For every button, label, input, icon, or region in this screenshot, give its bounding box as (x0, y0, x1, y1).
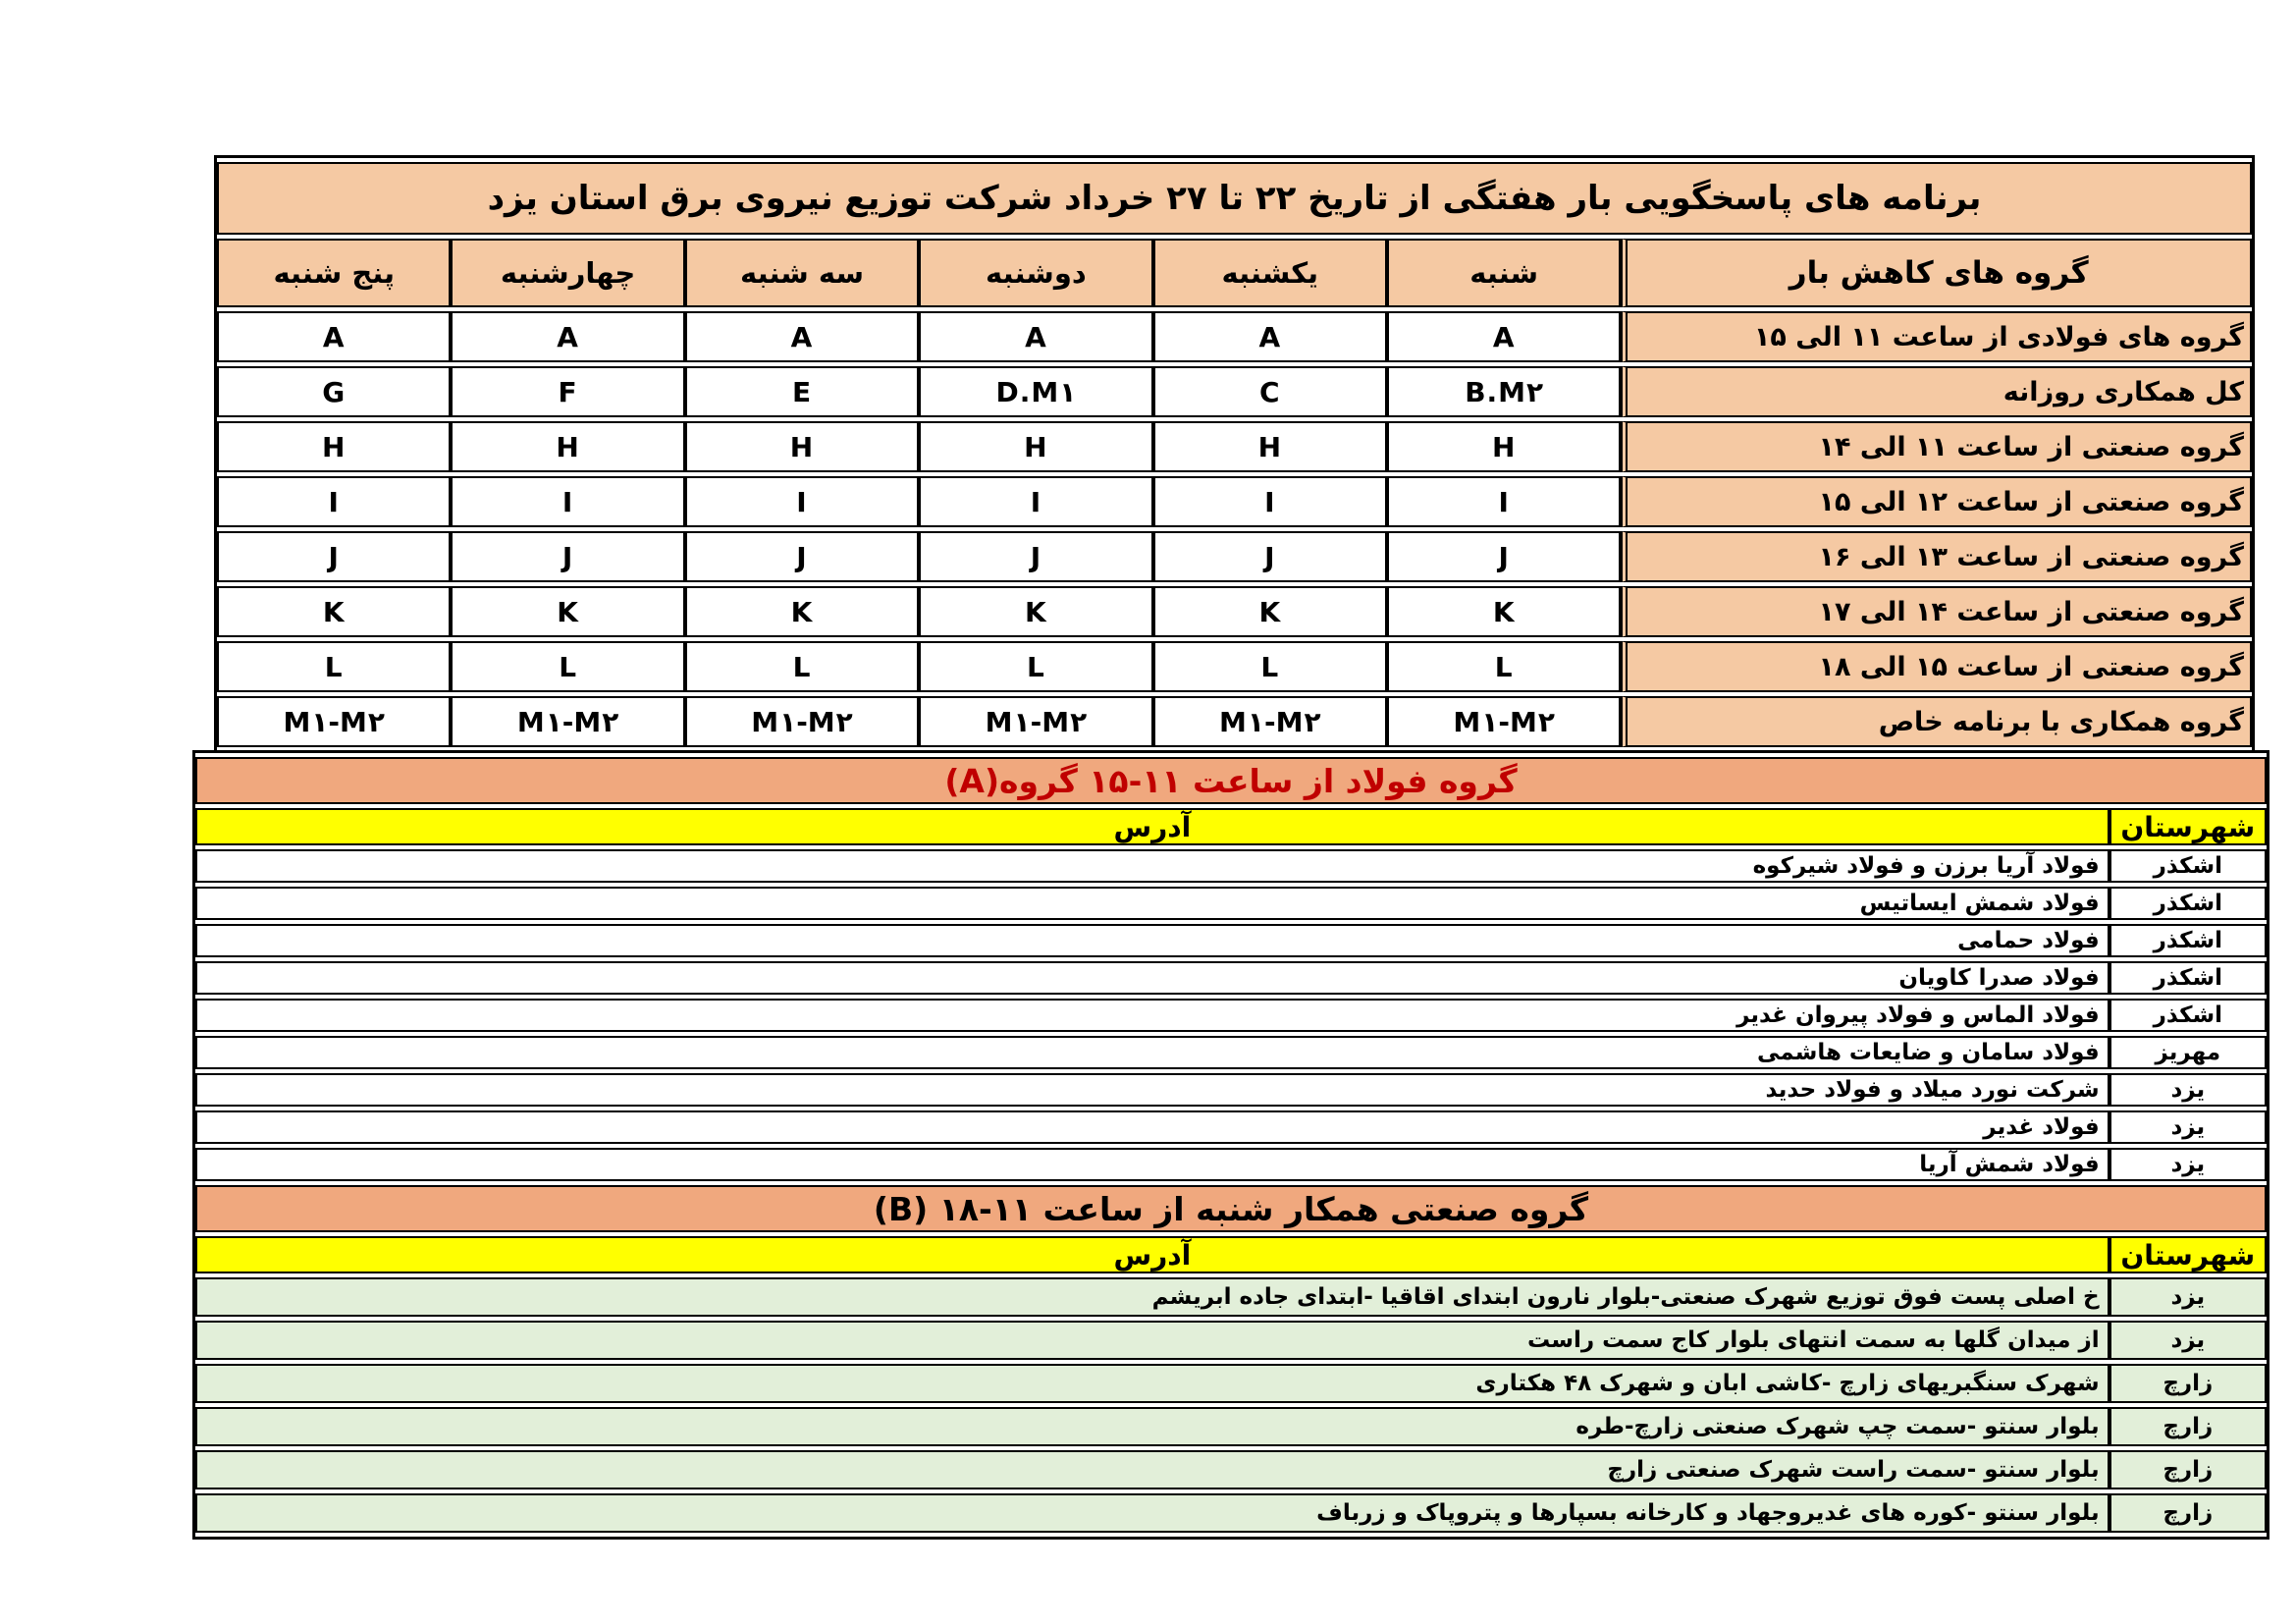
schedule-value: F (451, 366, 684, 417)
group-label: گروه صنعتی از ساعت ۱۵ الی ۱۸ (1621, 641, 2252, 692)
schedule-value: I (919, 476, 1152, 527)
schedule-value: L (919, 641, 1152, 692)
section-a-header-row (195, 757, 2267, 804)
schedule-value: B.M۲ (1387, 366, 1621, 417)
city-cell: یزد (2109, 1148, 2267, 1181)
address-cell: خ اصلی پست فوق توزیع شهرک صنعتی-بلوار نارون ابتدای اقاقیا -ابتدای جاده ابریشم (195, 1277, 2109, 1317)
schedule-value: I (451, 476, 684, 527)
address-row (195, 1364, 2267, 1403)
schedule-value: A (1153, 311, 1387, 362)
address-cell: از میدان گلها به سمت انتهای بلوار کاج سمت راست (195, 1321, 2109, 1360)
schedule-value: M۱-M۲ (451, 696, 684, 747)
report-title: برنامه های پاسخگویی بار هفتگی از تاریخ ۲۲ تا ۲۷ خرداد شرکت توزیع نیروی برق استان یزد (217, 162, 2252, 235)
schedule-value: I (217, 476, 451, 527)
address-row (195, 999, 2267, 1032)
city-cell: زارچ (2109, 1450, 2267, 1489)
schedule-value: L (217, 641, 451, 692)
schedule-value: M۱-M۲ (919, 696, 1152, 747)
group-row-industrial-14-17 (217, 586, 2252, 637)
schedule-value: H (1153, 421, 1387, 472)
day-header-monday: دوشنبه (919, 239, 1152, 307)
day-header-wednesday: چهارشنبه (451, 239, 684, 307)
group-label: گروه های فولادی از ساعت ۱۱ الی ۱۵ (1621, 311, 2252, 362)
city-cell: یزد (2109, 1110, 2267, 1144)
city-cell: اشکذر (2109, 849, 2267, 883)
group-label: گروه صنعتی از ساعت ۱۴ الی ۱۷ (1621, 586, 2252, 637)
address-cell: بلوار سنتو -سمت چپ شهرک صنعتی زارچ-طره (195, 1407, 2109, 1446)
group-label: کل همکاری روزانه (1621, 366, 2252, 417)
city-cell: یزد (2109, 1073, 2267, 1107)
section-b-column-header-row (195, 1236, 2267, 1273)
schedule-value: M۱-M۲ (1153, 696, 1387, 747)
schedule-value: I (1387, 476, 1621, 527)
city-column-header: شهرستان (2109, 1236, 2267, 1273)
group-address-table (192, 750, 2269, 1540)
schedule-value: H (919, 421, 1152, 472)
group-row-steel (217, 311, 2252, 362)
group-row-industrial-12-15 (217, 476, 2252, 527)
city-cell: اشکذر (2109, 999, 2267, 1032)
schedule-value: L (451, 641, 684, 692)
address-cell: فولاد سامان و ضایعات هاشمی (195, 1036, 2109, 1069)
address-row (195, 1277, 2267, 1317)
schedule-value: J (1387, 531, 1621, 582)
group-row-special-program (217, 696, 2252, 747)
schedule-value: A (217, 311, 451, 362)
group-row-industrial-11-14 (217, 421, 2252, 472)
group-label: گروه صنعتی از ساعت ۱۱ الی ۱۴ (1621, 421, 2252, 472)
schedule-value: J (685, 531, 919, 582)
schedule-value: I (685, 476, 919, 527)
group-label: گروه صنعتی از ساعت ۱۳ الی ۱۶ (1621, 531, 2252, 582)
city-cell: اشکذر (2109, 887, 2267, 920)
section-b-header-row (195, 1185, 2267, 1232)
address-row (195, 924, 2267, 957)
schedule-value: K (217, 586, 451, 637)
address-cell: شهرک سنگبریهای زارچ -کاشی ابان و شهرک ۴۸ هکتاری (195, 1364, 2109, 1403)
schedule-value: A (1387, 311, 1621, 362)
day-header-sunday: یکشنبه (1153, 239, 1387, 307)
day-header-saturday: شنبه (1387, 239, 1621, 307)
schedule-value: M۱-M۲ (1387, 696, 1621, 747)
schedule-value: D.M۱ (919, 366, 1152, 417)
section-a-column-header-row (195, 808, 2267, 845)
address-cell: بلوار سنتو -کوره های غدیروجهاد و کارخانه بسپارها و پتروپاک و زرباف (195, 1493, 2109, 1533)
address-row (195, 1450, 2267, 1489)
schedule-value: A (919, 311, 1152, 362)
group-label: گروه همکاری با برنامه خاص (1621, 696, 2252, 747)
group-label: گروه صنعتی از ساعت ۱۲ الی ۱۵ (1621, 476, 2252, 527)
address-cell: فولاد شمش ایساتیس (195, 887, 2109, 920)
city-column-header: شهرستان (2109, 808, 2267, 845)
address-column-header: آدرس (195, 1236, 2109, 1273)
city-cell: زارچ (2109, 1364, 2267, 1403)
address-row (195, 1073, 2267, 1107)
address-cell: فولاد شمش آریا (195, 1148, 2109, 1181)
address-cell: فولاد صدرا کاویان (195, 961, 2109, 995)
address-row (195, 1407, 2267, 1446)
address-cell: فولاد حمامی (195, 924, 2109, 957)
address-row (195, 1321, 2267, 1360)
section-a-title: گروه فولاد از ساعت ۱۱-۱۵ گروه(A) (195, 757, 2267, 804)
address-row (195, 961, 2267, 995)
city-cell: مهریز (2109, 1036, 2267, 1069)
group-row-industrial-15-18 (217, 641, 2252, 692)
schedule-value: I (1153, 476, 1387, 527)
day-header-thursday: پنج شنبه (217, 239, 451, 307)
schedule-value: L (1153, 641, 1387, 692)
address-cell: شرکت نورد میلاد و فولاد حدید (195, 1073, 2109, 1107)
schedule-value: H (451, 421, 684, 472)
schedule-value: C (1153, 366, 1387, 417)
address-row (195, 887, 2267, 920)
schedule-value: M۱-M۲ (217, 696, 451, 747)
schedule-value: H (685, 421, 919, 472)
group-row-daily-cooperation (217, 366, 2252, 417)
table-header-row (217, 239, 2252, 307)
address-row (195, 1148, 2267, 1181)
address-cell: بلوار سنتو -سمت راست شهرک صنعتی زارچ (195, 1450, 2109, 1489)
address-column-header: آدرس (195, 808, 2109, 845)
schedule-value: J (919, 531, 1152, 582)
schedule-value: L (1387, 641, 1621, 692)
address-row (195, 1036, 2267, 1069)
address-cell: فولاد الماس و فولاد پیروان غدیر (195, 999, 2109, 1032)
schedule-value: K (451, 586, 684, 637)
schedule-value: K (685, 586, 919, 637)
schedule-value: K (1387, 586, 1621, 637)
schedule-value: J (1153, 531, 1387, 582)
address-row (195, 849, 2267, 883)
address-row (195, 1110, 2267, 1144)
schedule-value: L (685, 641, 919, 692)
city-cell: اشکذر (2109, 961, 2267, 995)
table-title-row (217, 162, 2252, 235)
city-cell: زارچ (2109, 1407, 2267, 1446)
schedule-value: A (685, 311, 919, 362)
schedule-value: H (1387, 421, 1621, 472)
schedule-value: J (451, 531, 684, 582)
schedule-value: H (217, 421, 451, 472)
schedule-value: K (919, 586, 1152, 637)
schedule-value: E (685, 366, 919, 417)
address-row (195, 1493, 2267, 1533)
reduction-groups-header: گروه های کاهش بار (1621, 239, 2252, 307)
schedule-value: J (217, 531, 451, 582)
city-cell: یزد (2109, 1321, 2267, 1360)
city-cell: اشکذر (2109, 924, 2267, 957)
section-b-title: گروه صنعتی همکار شنبه از ساعت ۱۱-۱۸ (B) (195, 1185, 2267, 1232)
schedule-value: G (217, 366, 451, 417)
group-row-industrial-13-16 (217, 531, 2252, 582)
schedule-value: M۱-M۲ (685, 696, 919, 747)
day-header-tuesday: سه شنبه (685, 239, 919, 307)
schedule-value: A (451, 311, 684, 362)
city-cell: زارچ (2109, 1493, 2267, 1533)
city-cell: یزد (2109, 1277, 2267, 1317)
address-cell: فولاد غدیر (195, 1110, 2109, 1144)
weekly-schedule-table (214, 155, 2255, 754)
address-cell: فولاد آریا برزن و فولاد شیرکوه (195, 849, 2109, 883)
schedule-value: K (1153, 586, 1387, 637)
